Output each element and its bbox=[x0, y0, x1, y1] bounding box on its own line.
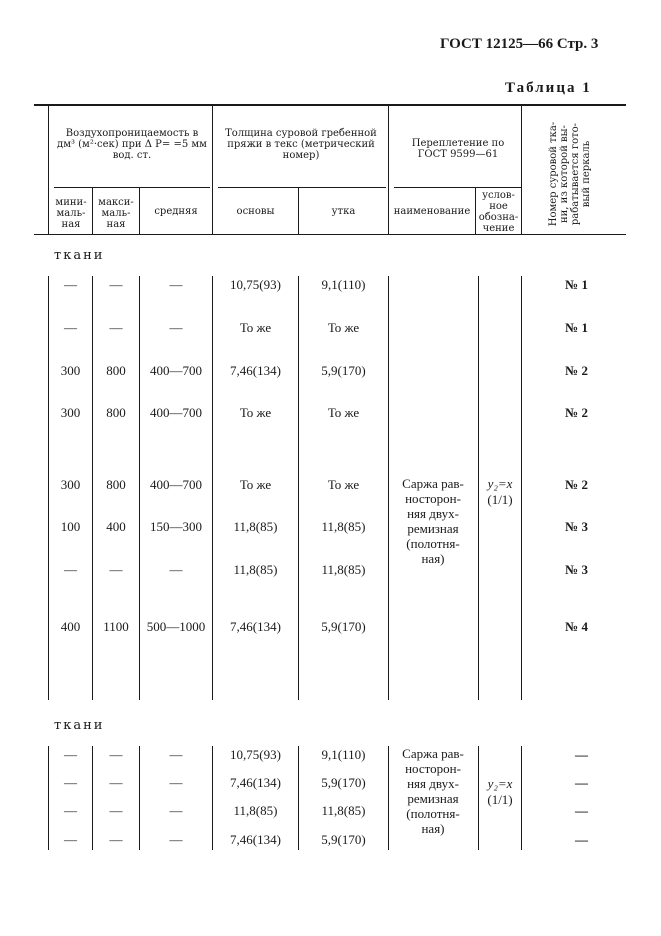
section1-row-7-min: 400 bbox=[60, 619, 81, 634]
s2-v3 bbox=[139, 746, 140, 850]
section2-row-1-avg: — bbox=[169, 775, 183, 790]
section1-row-2-max: 800 bbox=[106, 363, 126, 378]
s1-weave-line: ная) bbox=[421, 551, 445, 566]
s2-v1 bbox=[48, 746, 49, 850]
section-2-label: ткани bbox=[54, 718, 105, 733]
section1-row-5-max: 400 bbox=[106, 519, 126, 534]
section1-row-1-avg: — bbox=[169, 320, 183, 335]
section1-row-2-weft: 5,9(170) bbox=[321, 363, 366, 378]
section2-row-1-no: — bbox=[575, 775, 588, 790]
section2-row-3-min: — bbox=[64, 832, 77, 847]
header-top-rule bbox=[34, 104, 626, 106]
subheader-rule-mid bbox=[218, 187, 386, 188]
s1-weave-symbol bbox=[479, 476, 521, 508]
section1-row-3-min: 300 bbox=[60, 405, 81, 420]
section1-row-3-max: 800 bbox=[106, 405, 126, 420]
s1-v8 bbox=[521, 276, 522, 700]
section2-row-1-min: — bbox=[64, 775, 77, 790]
section2-row-2-warp: 11,8(85) bbox=[233, 803, 278, 818]
section2-row-0-min: — bbox=[64, 747, 77, 762]
section2-row-3-avg: — bbox=[169, 832, 183, 847]
page-header: ГОСТ 12125—66 Стр. 3 bbox=[440, 36, 599, 52]
col-max: макси-маль-ная bbox=[98, 197, 134, 230]
s2-v4 bbox=[212, 746, 213, 850]
s1-symbol-line: y₂=x bbox=[487, 476, 513, 491]
section2-row-2-weft: 11,8(85) bbox=[321, 803, 366, 818]
s1-v1 bbox=[48, 276, 49, 700]
col-thickness: Толщина суровой гребенной пряжи в текс (метрический номер) bbox=[225, 128, 377, 161]
section2-row-3-no: — bbox=[575, 832, 588, 847]
s1-v2 bbox=[92, 276, 93, 700]
section1-row-5-avg: 150—300 bbox=[150, 519, 202, 534]
section1-row-0-avg: — bbox=[169, 277, 183, 292]
section1-row-7-avg: 500—1000 bbox=[146, 619, 206, 634]
col-warp: основы bbox=[236, 206, 275, 217]
section1-row-4-weft: То же bbox=[327, 477, 360, 492]
section1-row-4-avg: 400—700 bbox=[150, 477, 202, 492]
s1-weave-line: ремизная bbox=[407, 521, 459, 536]
section1-row-5-no: № 3 bbox=[565, 519, 588, 534]
section1-row-1-warp: То же bbox=[239, 320, 272, 335]
section1-row-6-weft: 11,8(85) bbox=[321, 562, 366, 577]
section1-row-5-warp: 11,8(85) bbox=[233, 519, 278, 534]
table-title: Таблица 1 bbox=[505, 80, 592, 96]
section2-row-0-max: — bbox=[109, 747, 123, 762]
s2-symbol-line: y₂=x bbox=[487, 776, 513, 791]
s1-weave-line: (полотня- bbox=[406, 536, 460, 551]
section1-row-7-weft: 5,9(170) bbox=[321, 619, 366, 634]
s1-weave-line: Саржа рав- bbox=[402, 476, 464, 491]
s2-v2 bbox=[92, 746, 93, 850]
section1-row-7-max: 1100 bbox=[103, 619, 129, 634]
col-symbol: услов-ное обозна-чение bbox=[478, 190, 519, 234]
s2-weave-name bbox=[389, 746, 477, 836]
section2-row-2-min: — bbox=[64, 803, 77, 818]
section1-row-4-warp: То же bbox=[239, 477, 272, 492]
section1-row-5-weft: 11,8(85) bbox=[321, 519, 366, 534]
section1-row-1-weft: То же bbox=[327, 320, 360, 335]
section1-row-6-warp: 11,8(85) bbox=[233, 562, 278, 577]
section1-row-0-weft: 9,1(110) bbox=[321, 277, 366, 292]
section1-row-4-max: 800 bbox=[106, 477, 126, 492]
section1-row-4-no: № 2 bbox=[565, 477, 588, 492]
s1-v3 bbox=[139, 276, 140, 700]
s1-symbol-line: (1/1) bbox=[487, 492, 513, 507]
s2-weave-line: (полотня- bbox=[406, 806, 460, 821]
section2-row-1-weft: 5,9(170) bbox=[321, 775, 366, 790]
section1-row-3-no: № 2 bbox=[565, 405, 588, 420]
section1-row-0-max: — bbox=[109, 277, 123, 292]
hdr-v1 bbox=[48, 106, 49, 234]
s2-v5 bbox=[298, 746, 299, 850]
section2-row-3-weft: 5,9(170) bbox=[321, 832, 366, 847]
col-grey-fabric-no: Номер суровой тка-ни, из которой вы-рабатывается гото-вый перкаль bbox=[548, 121, 592, 227]
section2-row-3-max: — bbox=[109, 832, 123, 847]
section1-row-2-avg: 400—700 bbox=[150, 363, 202, 378]
section1-row-6-avg: — bbox=[169, 562, 183, 577]
section1-row-0-no: № 1 bbox=[565, 277, 588, 292]
section-1-label: ткани bbox=[54, 248, 105, 263]
col-weft: утка bbox=[331, 206, 356, 217]
section1-row-1-min: — bbox=[64, 320, 77, 335]
section2-row-1-warp: 7,46(134) bbox=[230, 775, 281, 790]
col-weave: Переплетение по ГОСТ 9599—61 bbox=[411, 138, 505, 160]
section2-row-3-warp: 7,46(134) bbox=[230, 832, 281, 847]
section1-row-7-no: № 4 bbox=[565, 619, 588, 634]
s1-v5 bbox=[298, 276, 299, 700]
header-bottom-rule bbox=[34, 234, 626, 235]
s2-symbol-line: (1/1) bbox=[487, 792, 513, 807]
section2-row-2-avg: — bbox=[169, 803, 183, 818]
section1-row-7-warp: 7,46(134) bbox=[230, 619, 281, 634]
col-min: мини-маль-ная bbox=[55, 197, 87, 230]
section1-row-3-weft: То же bbox=[327, 405, 360, 420]
section2-row-0-avg: — bbox=[169, 747, 183, 762]
section2-row-0-warp: 10,75(93) bbox=[230, 747, 281, 762]
col-avg: средняя bbox=[154, 206, 198, 217]
subheader-rule-right bbox=[394, 187, 522, 188]
hdr-v8 bbox=[521, 106, 522, 234]
s2-weave-line: ремизная bbox=[407, 791, 459, 806]
col-air-permeability: Воздухопроницаемость в дм³ (м²·сек) при Δ P= =5 мм вод. ст. bbox=[57, 128, 207, 161]
s1-weave-line: носторон- bbox=[405, 491, 461, 506]
section2-row-2-no: — bbox=[575, 803, 588, 818]
s2-weave-line: Саржа рав- bbox=[402, 746, 464, 761]
s2-weave-line: носторон- bbox=[405, 761, 461, 776]
section1-row-0-warp: 10,75(93) bbox=[230, 277, 281, 292]
section2-row-1-max: — bbox=[109, 775, 123, 790]
s1-weave-name bbox=[389, 476, 477, 566]
section1-row-2-no: № 2 bbox=[565, 363, 588, 378]
s1-weave-line: няя двух- bbox=[407, 506, 459, 521]
section1-row-1-max: — bbox=[109, 320, 123, 335]
section1-row-6-min: — bbox=[64, 562, 77, 577]
section1-row-3-warp: То же bbox=[239, 405, 272, 420]
section1-row-6-max: — bbox=[109, 562, 123, 577]
s2-weave-line: няя двух- bbox=[407, 776, 459, 791]
s2-weave-line: ная) bbox=[421, 821, 445, 836]
section2-row-0-no: — bbox=[575, 747, 588, 762]
s2-weave-symbol bbox=[479, 776, 521, 808]
section1-row-2-min: 300 bbox=[60, 363, 81, 378]
section1-row-5-min: 100 bbox=[60, 519, 81, 534]
s1-v4 bbox=[212, 276, 213, 700]
section1-row-2-warp: 7,46(134) bbox=[230, 363, 281, 378]
section2-row-0-weft: 9,1(110) bbox=[321, 747, 366, 762]
s2-v8 bbox=[521, 746, 522, 850]
section1-row-4-min: 300 bbox=[60, 477, 81, 492]
section1-row-6-no: № 3 bbox=[565, 562, 588, 577]
section1-row-1-no: № 1 bbox=[565, 320, 588, 335]
section1-row-0-min: — bbox=[64, 277, 77, 292]
subheader-rule-left bbox=[54, 187, 210, 188]
col-name: наименование bbox=[393, 206, 471, 217]
section2-row-2-max: — bbox=[109, 803, 123, 818]
section1-row-3-avg: 400—700 bbox=[150, 405, 202, 420]
